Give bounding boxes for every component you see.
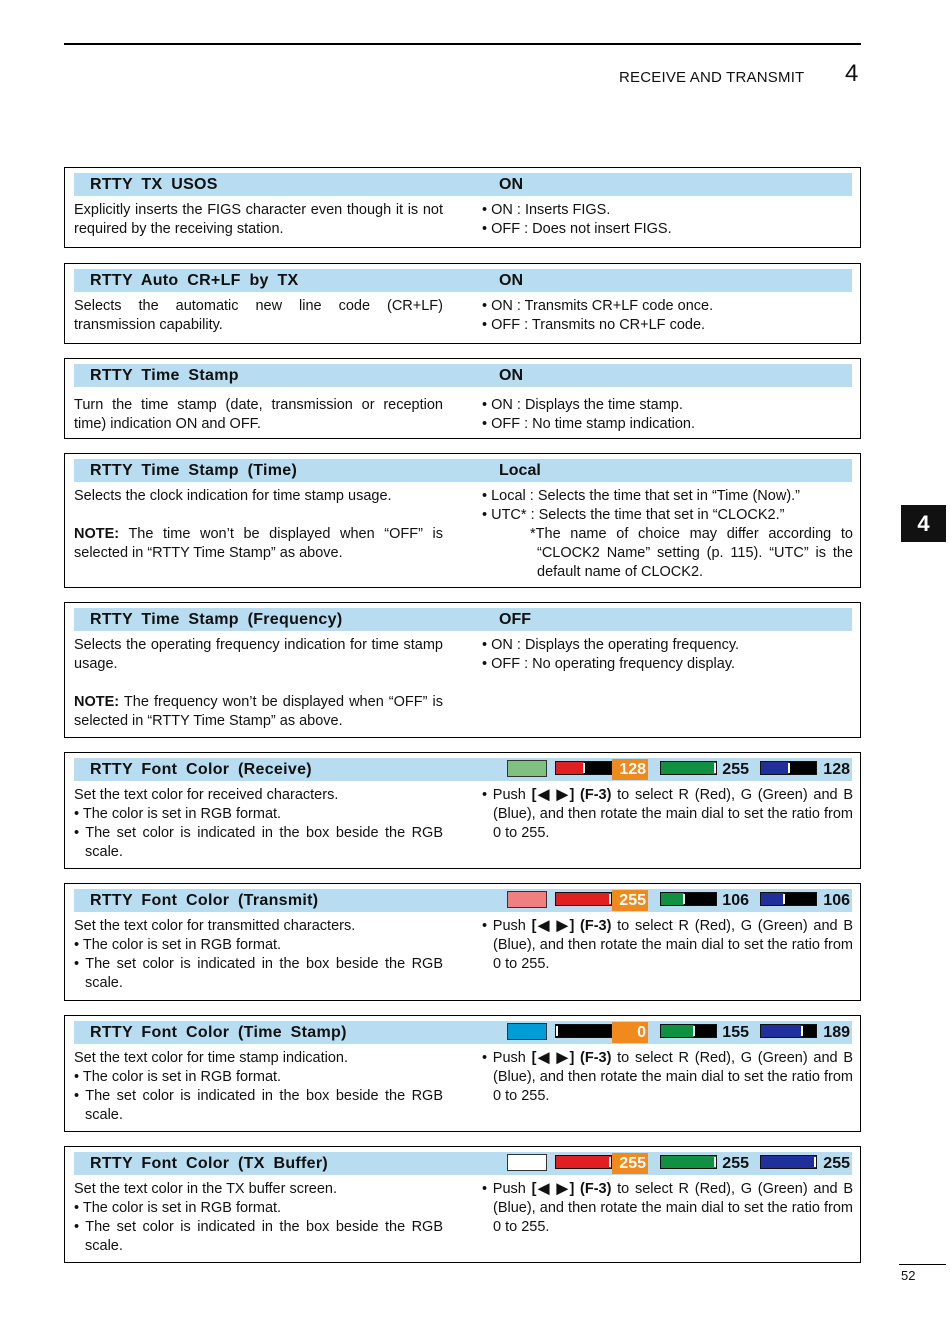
key-label: [◀ ▶] (F-3) <box>531 1050 612 1066</box>
green-value: 255 <box>722 761 749 778</box>
color-preview-swatch <box>507 891 547 908</box>
item-options <box>482 396 853 434</box>
description-bullet: • The color is set in RGB format. <box>74 937 282 953</box>
instruction-text: to select R (Red), G (Green) and B (Blue), and then rotate the main dial to set the ratio from 0 to 255. <box>493 1181 853 1235</box>
option-line: • OFF : No operating frequency display. <box>482 656 736 672</box>
description-bullet: • The set color is indicated in the box beside the RGB scale. <box>74 1088 443 1123</box>
section-title: RECEIVE AND TRANSMIT <box>619 69 805 86</box>
item-description <box>74 917 443 993</box>
item-default-value: ON <box>499 176 523 193</box>
note <box>74 525 443 563</box>
item-description <box>74 297 443 335</box>
description-text: Selects the operating frequency indication for time stamp usage. <box>74 637 443 672</box>
instruction <box>482 1180 853 1237</box>
item-options <box>482 636 853 674</box>
note-label: NOTE: <box>74 694 120 710</box>
red-scale-marker <box>556 1026 558 1036</box>
item-title: RTTY Font Color (Receive) <box>90 761 312 778</box>
item-options <box>482 297 853 335</box>
option-line: • ON : Displays the time stamp. <box>482 397 683 413</box>
item-default-value: ON <box>499 367 523 384</box>
green-scale-marker <box>693 1026 695 1036</box>
blue-scale-marker <box>788 763 790 773</box>
color-preview-swatch <box>507 1023 547 1040</box>
green-scale-marker <box>683 894 685 904</box>
menu-item-rtty-time-stamp-time <box>64 453 861 588</box>
item-header-bar <box>74 459 852 482</box>
green-value: 106 <box>722 892 749 909</box>
menu-item-rtty-font-color-receive <box>64 752 861 869</box>
red-value: 255 <box>612 1153 648 1174</box>
description-text: Turn the time stamp (date, transmission or reception time) indication ON and OFF. <box>74 397 443 432</box>
blue-value: 128 <box>823 761 850 778</box>
instruction <box>482 786 853 843</box>
top-rule <box>64 43 861 45</box>
blue-scale <box>760 892 817 906</box>
red-value: 0 <box>612 1022 648 1043</box>
note-text: The time won’t be displayed when “OFF” is selected in “RTTY Time Stamp” as above. <box>74 526 443 561</box>
note-text: The frequency won’t be displayed when “OFF” is selected in “RTTY Time Stamp” as above. <box>74 694 443 729</box>
item-title: RTTY Font Color (TX Buffer) <box>90 1155 328 1172</box>
blue-scale <box>760 761 817 775</box>
item-default-value: Local <box>499 462 541 479</box>
chapter-number: 4 <box>845 60 859 87</box>
color-preview-swatch <box>507 760 547 777</box>
item-title: RTTY TX USOS <box>90 176 218 193</box>
menu-item-rtty-font-color-tx-buffer <box>64 1146 861 1263</box>
item-title: RTTY Font Color (Time Stamp) <box>90 1024 347 1041</box>
blue-value: 106 <box>823 892 850 909</box>
red-scale-marker <box>583 763 585 773</box>
item-description <box>74 201 443 239</box>
item-description <box>74 487 443 563</box>
item-title: RTTY Time Stamp (Time) <box>90 462 298 479</box>
red-scale-fill <box>556 762 584 774</box>
footnote: *The name of choice may differ according to “CLOCK2 Name” setting (p. 115). “UTC” is the default name of CLOCK2. <box>530 526 853 580</box>
menu-item-rtty-time-stamp <box>64 358 861 439</box>
option-line: • OFF : Transmits no CR+LF code. <box>482 317 706 333</box>
item-header-bar <box>74 364 852 387</box>
red-scale-marker <box>609 894 611 904</box>
item-header-bar <box>74 889 852 912</box>
blue-scale-fill <box>761 1156 816 1168</box>
blue-value: 189 <box>823 1024 850 1041</box>
red-value: 255 <box>612 890 648 911</box>
item-header-bar <box>74 1152 852 1175</box>
description-text: Selects the clock indication for time stamp usage. <box>74 488 392 504</box>
blue-scale <box>760 1024 817 1038</box>
description-text: Set the text color in the TX buffer screen. <box>74 1181 338 1197</box>
blue-value: 255 <box>823 1155 850 1172</box>
item-description <box>74 1049 443 1125</box>
option-line: • OFF : No time stamp indication. <box>482 416 695 432</box>
green-scale <box>660 892 717 906</box>
item-options <box>482 201 853 239</box>
item-title: RTTY Font Color (Transmit) <box>90 892 319 909</box>
instruction-text: to select R (Red), G (Green) and B (Blue), and then rotate the main dial to set the ratio from 0 to 255. <box>493 918 853 972</box>
instruction <box>482 1049 853 1106</box>
page-rule <box>899 1264 946 1265</box>
description-text: Set the text color for time stamp indication. <box>74 1050 349 1066</box>
description-bullet: • The color is set in RGB format. <box>74 1069 282 1085</box>
item-options <box>482 1180 853 1237</box>
blue-scale-fill <box>761 1025 802 1037</box>
green-scale-fill <box>661 893 684 905</box>
key-label: [◀ ▶] (F-3) <box>531 918 612 934</box>
green-scale-fill <box>661 762 716 774</box>
green-scale <box>660 1024 717 1038</box>
note-label: NOTE: <box>74 526 120 542</box>
option-line: • ON : Transmits CR+LF code once. <box>482 298 714 314</box>
description-text: Explicitly inserts the FIGS character even though it is not required by the receiving station. <box>74 202 443 237</box>
blue-scale <box>760 1155 817 1169</box>
red-scale <box>555 761 612 775</box>
instruction-lead: • Push <box>482 1050 532 1066</box>
green-scale-fill <box>661 1156 716 1168</box>
item-description <box>74 636 443 731</box>
key-label: [◀ ▶] (F-3) <box>531 1181 612 1197</box>
item-options <box>482 1049 853 1106</box>
item-header-bar <box>74 269 852 292</box>
description-text: Set the text color for transmitted characters. <box>74 918 356 934</box>
color-preview-swatch <box>507 1154 547 1171</box>
red-scale-fill <box>556 893 611 905</box>
item-header-bar <box>74 1021 852 1044</box>
option-line: • ON : Inserts FIGS. <box>482 202 611 218</box>
option-line: • OFF : Does not insert FIGS. <box>482 221 672 237</box>
item-description <box>74 786 443 862</box>
description-bullet: • The color is set in RGB format. <box>74 1200 282 1216</box>
item-default-value: OFF <box>499 611 531 628</box>
red-scale <box>555 1155 612 1169</box>
option-line: • Local : Selects the time that set in “Time (Now).” <box>482 488 801 504</box>
instruction-text: to select R (Red), G (Green) and B (Blue), and then rotate the main dial to set the ratio from 0 to 255. <box>493 1050 853 1104</box>
red-scale <box>555 892 612 906</box>
green-scale-fill <box>661 1025 694 1037</box>
option-line: • UTC* : Selects the time that set in “CLOCK2.” <box>482 507 785 523</box>
menu-item-rtty-time-stamp-frequency <box>64 602 861 738</box>
item-title: RTTY Time Stamp (Frequency) <box>90 611 343 628</box>
red-scale-marker <box>609 1157 611 1167</box>
description-text: Selects the automatic new line code (CR+LF) transmission capability. <box>74 298 443 333</box>
red-scale <box>555 1024 612 1038</box>
description-bullet: • The set color is indicated in the box beside the RGB scale. <box>74 825 443 860</box>
instruction-lead: • Push <box>482 787 532 803</box>
item-options <box>482 487 853 582</box>
note <box>74 693 443 731</box>
instruction-text: to select R (Red), G (Green) and B (Blue), and then rotate the main dial to set the ratio from 0 to 255. <box>493 787 853 841</box>
item-options <box>482 917 853 974</box>
instruction-lead: • Push <box>482 918 532 934</box>
item-title: RTTY Auto CR+LF by TX <box>90 272 299 289</box>
menu-item-rtty-tx-usos <box>64 167 861 248</box>
option-line: • ON : Displays the operating frequency. <box>482 637 740 653</box>
menu-item-rtty-font-color-time-stamp <box>64 1015 861 1132</box>
item-description <box>74 396 443 434</box>
item-description <box>74 1180 443 1256</box>
description-bullet: • The set color is indicated in the box beside the RGB scale. <box>74 1219 443 1254</box>
item-default-value: ON <box>499 272 523 289</box>
description-text: Set the text color for received characters. <box>74 787 339 803</box>
chapter-tab: 4 <box>901 505 946 542</box>
red-value: 128 <box>612 759 648 780</box>
description-bullet: • The color is set in RGB format. <box>74 806 282 822</box>
item-header-bar <box>74 173 852 196</box>
blue-scale-fill <box>761 762 789 774</box>
item-header-bar <box>74 608 852 631</box>
blue-scale-marker <box>801 1026 803 1036</box>
green-scale <box>660 1155 717 1169</box>
green-value: 155 <box>722 1024 749 1041</box>
green-value: 255 <box>722 1155 749 1172</box>
item-options <box>482 786 853 843</box>
description-bullet: • The set color is indicated in the box beside the RGB scale. <box>74 956 443 991</box>
item-header-bar <box>74 758 852 781</box>
instruction <box>482 917 853 974</box>
green-scale <box>660 761 717 775</box>
page-number: 52 <box>901 1268 916 1283</box>
red-scale-fill <box>556 1156 611 1168</box>
key-label: [◀ ▶] (F-3) <box>531 787 612 803</box>
blue-scale-fill <box>761 893 784 905</box>
menu-item-rtty-auto-crlf <box>64 263 861 344</box>
item-title: RTTY Time Stamp <box>90 367 239 384</box>
blue-scale-marker <box>783 894 785 904</box>
menu-item-rtty-font-color-transmit <box>64 883 861 1001</box>
instruction-lead: • Push <box>482 1181 532 1197</box>
